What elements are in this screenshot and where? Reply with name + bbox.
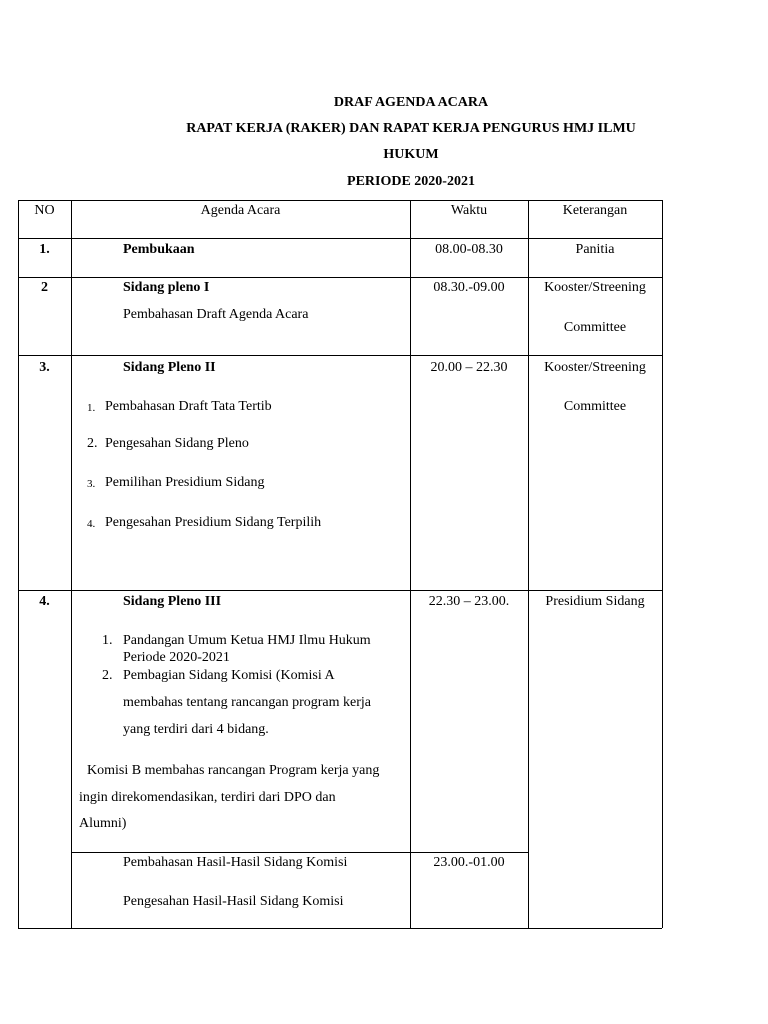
doc-period: PERIODE 2020-2021	[347, 174, 475, 189]
column-header-agenda: Agenda Acara	[200, 203, 281, 218]
list-marker: 1.	[102, 633, 113, 648]
table-col-divider	[410, 200, 411, 928]
agenda-note: Committee	[563, 320, 627, 335]
column-header-keterangan: Keterangan	[562, 203, 628, 218]
row-number: 2	[41, 280, 48, 295]
doc-title: DRAF AGENDA ACARA	[333, 95, 489, 110]
agenda-time: 20.00 – 22.30	[430, 360, 508, 375]
table-border-right	[662, 200, 663, 928]
doc-subtitle-cont: HUKUM	[383, 147, 439, 162]
row-number: 4.	[39, 594, 50, 609]
agenda-note: Committee	[563, 399, 627, 414]
table-border-bottom	[18, 928, 662, 929]
list-item: Pandangan Umum Ketua HMJ Ilmu Hukum	[123, 633, 371, 648]
table-row-divider	[18, 355, 662, 356]
list-marker: 4.	[87, 518, 96, 530]
table-row-divider	[18, 238, 662, 239]
table-row-divider	[18, 590, 662, 591]
table-subrow-divider	[71, 852, 528, 853]
row-number: 3.	[39, 360, 50, 375]
list-marker: 2.	[102, 668, 113, 683]
table-border-top	[18, 200, 662, 201]
agenda-time: 23.00.-01.00	[433, 855, 505, 870]
agenda-title: Sidang Pleno III	[123, 594, 222, 609]
list-item-cont: yang terdiri dari 4 bidang.	[123, 722, 269, 737]
komisi-b-text: ingin direkomendasikan, terdiri dari DPO dan	[79, 790, 336, 805]
table-col-divider	[528, 200, 529, 928]
agenda-note: Presidium Sidang	[545, 594, 645, 609]
agenda-time: 08.00-08.30	[435, 242, 503, 257]
agenda-note: Panitia	[575, 242, 615, 257]
table-row-divider	[18, 277, 662, 278]
list-item: Pengesahan Presidium Sidang Terpilih	[105, 515, 322, 530]
table-border-left	[18, 200, 19, 928]
list-marker: 3.	[87, 478, 96, 490]
agenda-detail: Pengesahan Hasil-Hasil Sidang Komisi	[123, 894, 344, 909]
agenda-title: Pembukaan	[123, 242, 195, 257]
agenda-title: Sidang pleno I	[123, 280, 210, 295]
table-col-divider	[71, 200, 72, 928]
list-item: Pembahasan Draft Tata Tertib	[105, 399, 272, 414]
agenda-detail: Pembahasan Hasil-Hasil Sidang Komisi	[123, 855, 348, 870]
agenda-title: Sidang Pleno II	[123, 360, 216, 375]
row-number: 1.	[39, 242, 50, 257]
column-header-waktu: Waktu	[450, 203, 488, 218]
agenda-note: Kooster/Streening	[544, 360, 646, 375]
list-item: Pemilihan Presidium Sidang	[105, 475, 265, 490]
komisi-b-text: Alumni)	[79, 816, 127, 831]
komisi-b-text: Komisi B membahas rancangan Program kerja yang	[87, 763, 380, 778]
list-item-cont: Periode 2020-2021	[123, 650, 230, 665]
list-item-cont: membahas tentang rancangan program kerja	[123, 695, 372, 710]
list-item: Pembagian Sidang Komisi (Komisi A	[123, 668, 335, 683]
agenda-time: 08.30.-09.00	[433, 280, 505, 295]
doc-subtitle: RAPAT KERJA (RAKER) DAN RAPAT KERJA PENGURUS HMJ ILMU	[186, 121, 636, 136]
agenda-time: 22.30 – 23.00.	[428, 594, 510, 609]
list-marker: 2.	[87, 436, 98, 451]
agenda-note: Kooster/Streening	[544, 280, 646, 295]
column-header-no: NO	[34, 203, 55, 218]
list-marker: 1.	[87, 402, 96, 414]
agenda-detail: Pembahasan Draft Agenda Acara	[123, 307, 309, 322]
list-item: Pengesahan Sidang Pleno	[105, 436, 249, 451]
